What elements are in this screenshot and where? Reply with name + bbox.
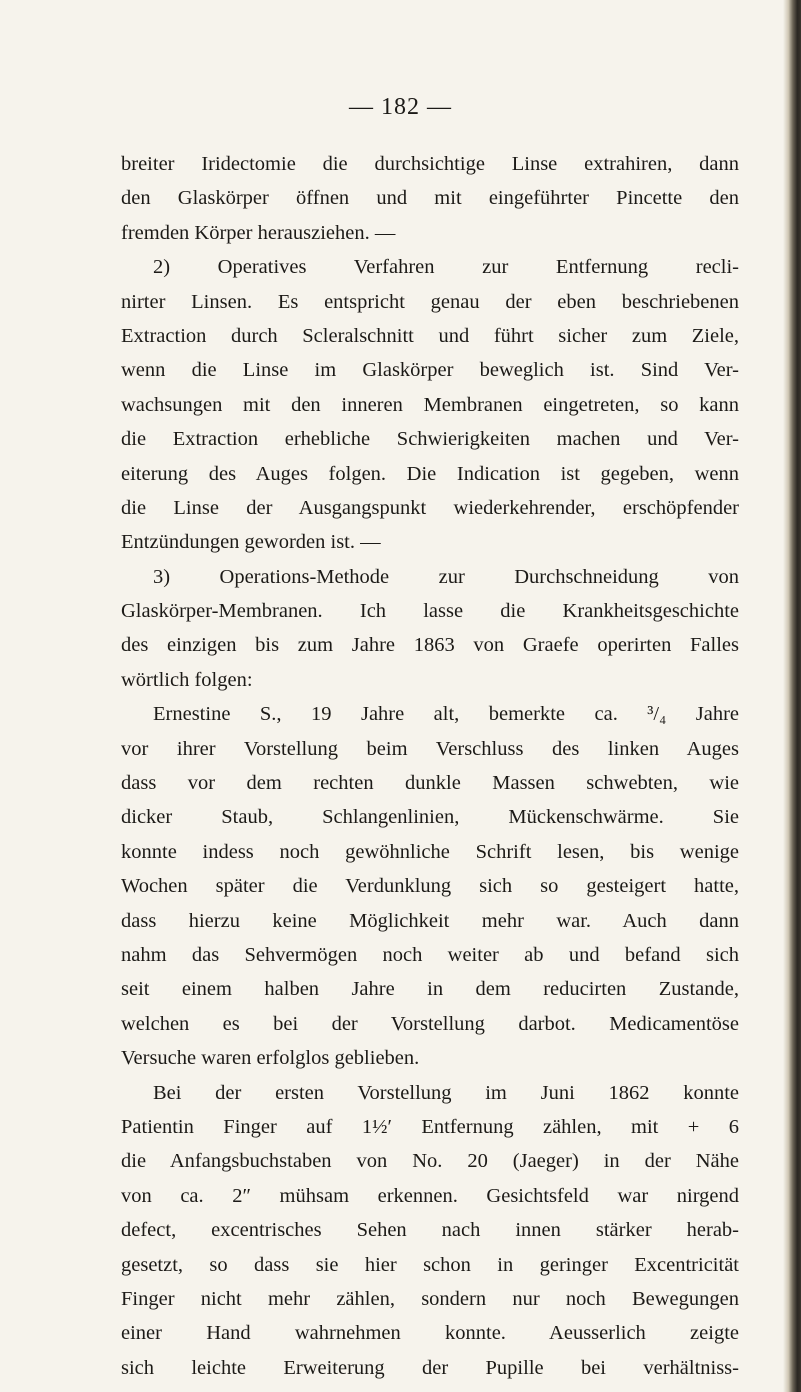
text-line: nahm das Sehvermögen noch weiter ab und befand sich	[121, 943, 739, 966]
text-line: Ernestine S., 19 Jahre alt, bemerkte ca. ³/₄ Jahre	[153, 703, 739, 726]
text-line: eiterung des Auges folgen. Die Indication ist gegeben, wenn	[121, 462, 739, 485]
text-line: Finger nicht mehr zählen, sondern nur noch Bewegungen	[121, 1287, 739, 1310]
text-line: von ca. 2″ mühsam erkennen. Gesichtsfeld war nirgend	[121, 1184, 739, 1207]
text-line: defect, excentrisches Sehen nach innen stärker herab-	[121, 1219, 739, 1242]
text-line: Extraction durch Scleralschnitt und führt sicher zum Ziele,	[121, 324, 739, 347]
section-heading-line: 3) Operations-Methode zur Durchschneidung von	[153, 565, 739, 588]
section-heading-line: 2) Operatives Verfahren zur Entfernung recli-	[153, 256, 739, 279]
text-line: die Anfangsbuchstaben von No. 20 (Jaeger) in der Nähe	[121, 1150, 739, 1173]
text-line: wörtlich folgen:	[121, 668, 253, 691]
page-edge-shadow	[783, 0, 801, 1392]
text-line: dass vor dem rechten dunkle Massen schwebten, wie	[121, 772, 739, 795]
body-text	[121, 147, 739, 1385]
text-line: Glaskörper-Membranen. Ich lasse die Krankheitsgeschichte	[121, 600, 739, 623]
text-line: sich leichte Erweiterung der Pupille bei verhältniss-	[121, 1356, 739, 1379]
text-line: wenn die Linse im Glaskörper beweglich ist. Sind Ver-	[121, 359, 739, 382]
text-line: Wochen später die Verdunklung sich so gesteigert hatte,	[121, 875, 739, 898]
text-line: fremden Körper herausziehen. —	[121, 221, 396, 244]
text-line: welchen es bei der Vorstellung darbot. Medicamentöse	[121, 1012, 739, 1035]
text-line: Bei der ersten Vorstellung im Juni 1862 konnte	[153, 1081, 739, 1104]
text-line: die Extraction erhebliche Schwierigkeiten machen und Ver-	[121, 428, 739, 451]
text-line: seit einem halben Jahre in dem reducirten Zustande,	[121, 978, 739, 1001]
text-line: des einzigen bis zum Jahre 1863 von Graefe operirten Falles	[121, 634, 739, 657]
text-line: Versuche waren erfolglos geblieben.	[121, 1047, 420, 1070]
text-line: Entzündungen geworden ist. —	[121, 531, 381, 554]
text-line: wachsungen mit den inneren Membranen eingetreten, so kann	[121, 393, 739, 416]
text-line: den Glaskörper öffnen und mit eingeführter Pincette den	[121, 187, 739, 210]
text-line: die Linse der Ausgangspunkt wiederkehrender, erschöpfender	[121, 496, 739, 519]
text-line: Patientin Finger auf 1½′ Entfernung zählen, mit + 6	[121, 1115, 739, 1138]
text-line: nirter Linsen. Es entspricht genau der eben beschriebenen	[121, 290, 739, 313]
text-line: gesetzt, so dass sie hier schon in geringer Excentricität	[121, 1253, 739, 1276]
page-number: — 182 —	[349, 94, 452, 120]
text-line: breiter Iridectomie die durchsichtige Linse extrahiren, dann	[121, 153, 739, 175]
text-line: vor ihrer Vorstellung beim Verschluss des linken Auges	[121, 737, 739, 760]
text-line: dicker Staub, Schlangenlinien, Mückenschwärme. Sie	[121, 806, 739, 829]
text-line: dass hierzu keine Möglichkeit mehr war. Auch dann	[121, 909, 739, 932]
text-line: konnte indess noch gewöhnliche Schrift lesen, bis wenige	[121, 840, 739, 863]
text-line: einer Hand wahrnehmen konnte. Aeusserlich zeigte	[121, 1322, 739, 1345]
